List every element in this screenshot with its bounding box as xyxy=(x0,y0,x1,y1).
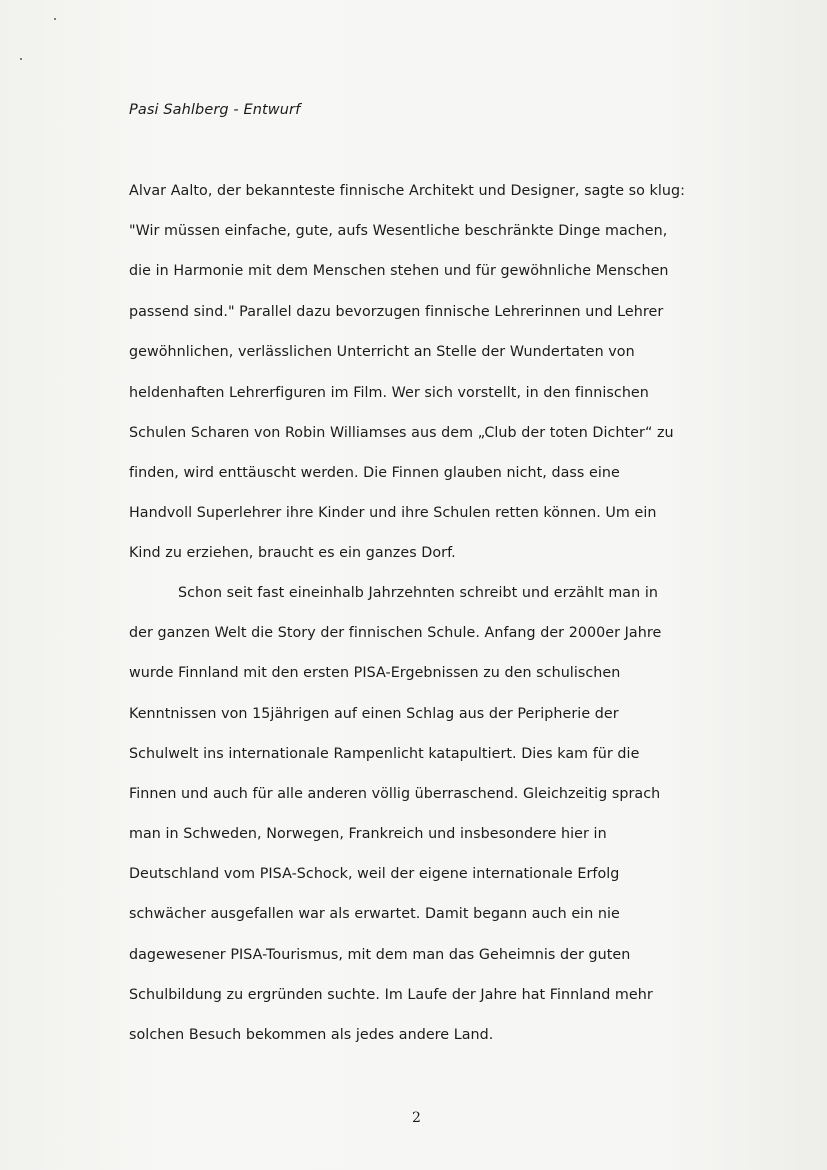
text-line: heldenhaften Lehrerfiguren im Film. Wer sich vorstellt, in den finnischen xyxy=(129,385,649,401)
document-header: Pasi Sahlberg - Entwurf xyxy=(129,102,301,118)
text-line: dagewesener PISA-Tourismus, mit dem man das Geheimnis der guten xyxy=(129,947,631,963)
text-line: Schulwelt ins internationale Rampenlicht katapultiert. Dies kam für die xyxy=(129,746,640,762)
text-line: passend sind." Parallel dazu bevorzugen finnische Lehrerinnen und Lehrer xyxy=(129,304,664,320)
text-line: Handvoll Superlehrer ihre Kinder und ihre Schulen retten können. Um ein xyxy=(129,505,657,521)
text-line: Schulbildung zu ergründen suchte. Im Laufe der Jahre hat Finnland mehr xyxy=(129,987,653,1003)
text-line: Kenntnissen von 15jährigen auf einen Schlag aus der Peripherie der xyxy=(129,706,619,722)
scan-speck xyxy=(20,58,22,60)
text-line: finden, wird enttäuscht werden. Die Finnen glauben nicht, dass eine xyxy=(129,465,620,481)
text-line: Deutschland vom PISA-Schock, weil der eigene internationale Erfolg xyxy=(129,866,620,882)
text-line: "Wir müssen einfache, gute, aufs Wesentliche beschränkte Dinge machen, xyxy=(129,223,668,239)
text-line: Schulen Scharen von Robin Williamses aus dem „Club der toten Dichter“ zu xyxy=(129,425,674,441)
text-line: der ganzen Welt die Story der finnischen Schule. Anfang der 2000er Jahre xyxy=(129,625,662,641)
text-line: gewöhnlichen, verlässlichen Unterricht an Stelle der Wundertaten von xyxy=(129,344,635,360)
text-line: Kind zu erziehen, braucht es ein ganzes Dorf. xyxy=(129,545,456,561)
text-line: wurde Finnland mit den ersten PISA-Ergebnissen zu den schulischen xyxy=(129,665,621,681)
page-number: 2 xyxy=(412,1110,421,1126)
scan-speck xyxy=(54,18,56,20)
text-line: schwächer ausgefallen war als erwartet. Damit begann auch ein nie xyxy=(129,906,620,922)
text-line: Alvar Aalto, der bekannteste finnische Architekt und Designer, sagte so klug: xyxy=(129,183,685,199)
text-line: man in Schweden, Norwegen, Frankreich und insbesondere hier in xyxy=(129,826,607,842)
text-line: solchen Besuch bekommen als jedes andere Land. xyxy=(129,1027,494,1043)
text-line: die in Harmonie mit dem Menschen stehen und für gewöhnliche Menschen xyxy=(129,263,669,279)
text-line: Finnen und auch für alle anderen völlig überraschend. Gleichzeitig sprach xyxy=(129,786,661,802)
text-line: Schon seit fast eineinhalb Jahrzehnten schreibt und erzählt man in xyxy=(178,585,658,601)
